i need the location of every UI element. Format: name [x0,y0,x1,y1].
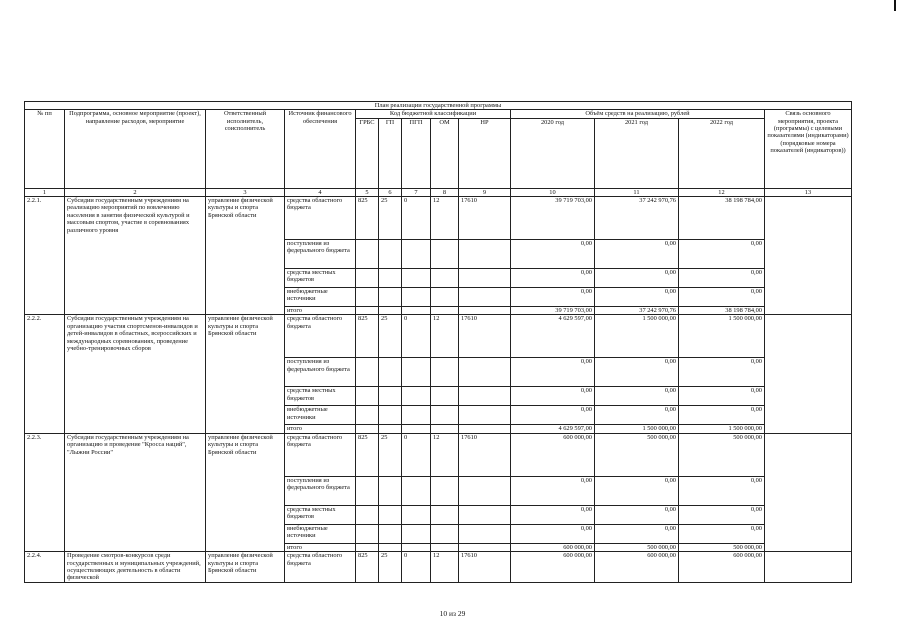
cell-y2020: 4 629 597,00 [511,425,595,433]
cell-gp [379,269,402,288]
funding-source: средства местных бюджетов [285,269,356,288]
funding-source: средства местных бюджетов [285,505,356,524]
cell-y2020: 0,00 [511,269,595,288]
cell-y2022: 0,00 [679,288,765,307]
cell-grbs: 825 [356,197,379,240]
header-gp: ГП [379,118,402,188]
activity-name: Субсидии государственным учреждениям на организацию и проведение "Кросса наций", "Лыжни России" [65,433,206,551]
header-pgp: ПГП [402,118,431,188]
cell-nr [459,387,511,406]
cell-y2020: 0,00 [511,240,595,269]
cell-y2022: 1 500 000,00 [679,315,765,358]
cell-y2021: 0,00 [595,288,679,307]
cell-gp [379,524,402,543]
cell-om [431,425,459,433]
header-2022: 2022 год [679,118,765,188]
col-number: 3 [206,188,285,196]
cell-nr: 17610 [459,315,511,358]
scan-edge-mark [894,0,896,11]
col-number: 2 [65,188,206,196]
cell-nr [459,288,511,307]
cell-gp: 25 [379,552,402,582]
cell-y2020: 39 719 703,00 [511,197,595,240]
cell-y2021: 600 000,00 [595,552,679,582]
cell-y2022: 1 500 000,00 [679,425,765,433]
cell-y2022: 0,00 [679,524,765,543]
cell-pgp [402,240,431,269]
cell-om: 12 [431,433,459,476]
cell-y2022: 0,00 [679,240,765,269]
cell-y2021: 1 500 000,00 [595,315,679,358]
header-link: Связь основного мероприятия, проекта (программы) с целевыми показателями (индикаторами) (порядковые номера показателей (индикаторов)) [765,110,852,188]
cell-pgp: 0 [402,552,431,582]
cell-gp [379,358,402,387]
cell-gp [379,307,402,315]
cell-nr [459,505,511,524]
cell-grbs [356,288,379,307]
cell-pgp [402,406,431,425]
cell-om [431,406,459,425]
plan-header: План реализации государственной программы [25,102,852,110]
cell-nr [459,476,511,505]
funding-source: средства областного бюджета [285,197,356,240]
cell-y2020: 4 629 597,00 [511,315,595,358]
cell-y2021: 0,00 [595,387,679,406]
header-responsible: Ответственный исполнитель, соисполнитель [206,110,285,188]
cell-y2022: 0,00 [679,406,765,425]
cell-pgp [402,476,431,505]
cell-om [431,358,459,387]
table-row [25,315,852,358]
col-number: 1 [25,188,65,196]
cell-y2022: 500 000,00 [679,433,765,476]
cell-grbs: 825 [356,315,379,358]
cell-grbs [356,240,379,269]
col-number: 6 [379,188,402,196]
col-number: 13 [765,188,852,196]
cell-y2020: 0,00 [511,358,595,387]
row-number: 2.2.2. [25,315,65,433]
cell-y2020: 600 000,00 [511,433,595,476]
cell-om [431,543,459,551]
cell-gp: 25 [379,433,402,476]
cell-pgp [402,543,431,551]
responsible-executor: управление физической культуры и спорта Брянской области [206,433,285,551]
cell-y2021: 0,00 [595,240,679,269]
funding-source: поступления из федерального бюджета [285,358,356,387]
col-number: 5 [356,188,379,196]
funding-source: итого [285,543,356,551]
header-2020: 2020 год [511,118,595,188]
cell-grbs [356,425,379,433]
cell-om [431,505,459,524]
header-source: Источник финансового обеспечения [285,110,356,188]
activity-name: Субсидии государственным учреждениям на организацию участия спортсменов-инвалидов и детей-инвалидов в областных, всероссийских и международных соревнованиях, проведение учебно-тренировочных сборов [65,315,206,433]
cell-y2021: 1 500 000,00 [595,425,679,433]
cell-y2021: 37 242 970,76 [595,197,679,240]
cell-grbs: 825 [356,552,379,582]
cell-gp [379,425,402,433]
cell-y2022: 0,00 [679,505,765,524]
col-number: 11 [595,188,679,196]
cell-om [431,240,459,269]
funding-source: средства областного бюджета [285,552,356,582]
cell-y2020: 600 000,00 [511,543,595,551]
cell-om [431,288,459,307]
indicator-link [765,197,852,315]
cell-y2020: 0,00 [511,505,595,524]
col-number: 8 [431,188,459,196]
col-number: 12 [679,188,765,196]
funding-source: средства областного бюджета [285,315,356,358]
cell-y2021: 500 000,00 [595,433,679,476]
cell-y2020: 0,00 [511,524,595,543]
cell-gp [379,543,402,551]
cell-om [431,269,459,288]
cell-y2021: 0,00 [595,505,679,524]
cell-y2022: 600 000,00 [679,552,765,582]
cell-gp [379,505,402,524]
cell-grbs [356,307,379,315]
header-volume: Объём средств на реализацию, рублей [511,110,765,118]
header-subprogram: Подпрограмма, основное мероприятие (проект), направление расходов, мероприятие [65,110,206,188]
cell-gp [379,406,402,425]
funding-source: внебюджетные источники [285,406,356,425]
responsible-executor: управление физической культуры и спорта Брянской области [206,315,285,433]
table-row [25,197,852,240]
cell-pgp [402,269,431,288]
col-number: 4 [285,188,356,196]
header-om: ОМ [431,118,459,188]
cell-pgp: 0 [402,433,431,476]
cell-gp [379,476,402,505]
cell-gp: 25 [379,197,402,240]
cell-y2021: 500 000,00 [595,543,679,551]
funding-source: внебюджетные источники [285,288,356,307]
cell-y2022: 0,00 [679,476,765,505]
cell-grbs [356,387,379,406]
col-number: 7 [402,188,431,196]
cell-y2022: 0,00 [679,269,765,288]
cell-pgp [402,524,431,543]
funding-source: средства областного бюджета [285,433,356,476]
page-number: 10 из 29 [439,609,466,618]
header-num: № пп [25,110,65,188]
indicator-link [765,433,852,551]
cell-y2020: 0,00 [511,406,595,425]
cell-om [431,387,459,406]
cell-om [431,307,459,315]
cell-y2022: 38 198 784,00 [679,307,765,315]
cell-y2022: 38 198 784,00 [679,197,765,240]
cell-pgp [402,307,431,315]
cell-grbs [356,406,379,425]
cell-pgp [402,387,431,406]
table-row [25,433,852,476]
row-number: 2.2.3. [25,433,65,551]
cell-om: 12 [431,197,459,240]
cell-y2022: 0,00 [679,358,765,387]
cell-gp: 25 [379,315,402,358]
cell-y2021: 0,00 [595,269,679,288]
cell-nr: 17610 [459,552,511,582]
cell-y2022: 500 000,00 [679,543,765,551]
funding-source: поступления из федерального бюджета [285,476,356,505]
cell-grbs [356,505,379,524]
cell-nr [459,269,511,288]
program-plan-table [24,101,852,583]
cell-y2021: 0,00 [595,358,679,387]
cell-y2020: 600 000,00 [511,552,595,582]
cell-y2022: 0,00 [679,387,765,406]
cell-grbs [356,476,379,505]
cell-nr [459,524,511,543]
plan-body [25,197,852,583]
activity-name: Субсидии государственным учреждениям на реализацию мероприятий по вовлечению населения в занятия физической культурой и массовым спортом, участие в соревнованиях различного уровня [65,197,206,315]
cell-grbs [356,269,379,288]
row-number: 2.2.1. [25,197,65,315]
cell-grbs: 825 [356,433,379,476]
indicator-link [765,552,852,582]
cell-nr [459,543,511,551]
cell-pgp: 0 [402,197,431,240]
header-2021: 2021 год [595,118,679,188]
cell-y2021: 0,00 [595,476,679,505]
cell-y2021: 0,00 [595,524,679,543]
cell-gp [379,240,402,269]
col-number: 9 [459,188,511,196]
indicator-link [765,315,852,433]
funding-source: итого [285,425,356,433]
cell-pgp [402,425,431,433]
cell-pgp: 0 [402,315,431,358]
cell-om [431,476,459,505]
cell-pgp [402,358,431,387]
table-row [25,552,852,582]
cell-y2020: 39 719 703,00 [511,307,595,315]
row-number: 2.2.4. [25,552,65,582]
cell-nr [459,425,511,433]
funding-source: внебюджетные источники [285,524,356,543]
cell-om: 12 [431,315,459,358]
cell-y2021: 37 242 970,76 [595,307,679,315]
funding-source: итого [285,307,356,315]
funding-source: средства местных бюджетов [285,387,356,406]
cell-nr [459,358,511,387]
cell-grbs [356,543,379,551]
responsible-executor: управление физической культуры и спорта Брянской области [206,197,285,315]
cell-y2020: 0,00 [511,387,595,406]
cell-grbs [356,358,379,387]
cell-om [431,524,459,543]
cell-pgp [402,505,431,524]
cell-nr [459,307,511,315]
cell-nr: 17610 [459,197,511,240]
cell-y2020: 0,00 [511,476,595,505]
cell-pgp [402,288,431,307]
cell-y2020: 0,00 [511,288,595,307]
header-nr: НР [459,118,511,188]
cell-y2021: 0,00 [595,406,679,425]
cell-nr [459,240,511,269]
responsible-executor: управление физической культуры и спорта Брянской области [206,552,285,582]
activity-name: Проведение смотров-конкурсов среди государственных и муниципальных учреждений, осуществляющих деятельность в области физической [65,552,206,582]
header-budget-code: Код бюджетной классификации [356,110,511,118]
cell-nr: 17610 [459,433,511,476]
header-grbs: ГРБС [356,118,379,188]
cell-gp [379,387,402,406]
cell-nr [459,406,511,425]
cell-om: 12 [431,552,459,582]
cell-gp [379,288,402,307]
cell-grbs [356,524,379,543]
funding-source: поступления из федерального бюджета [285,240,356,269]
col-number: 10 [511,188,595,196]
